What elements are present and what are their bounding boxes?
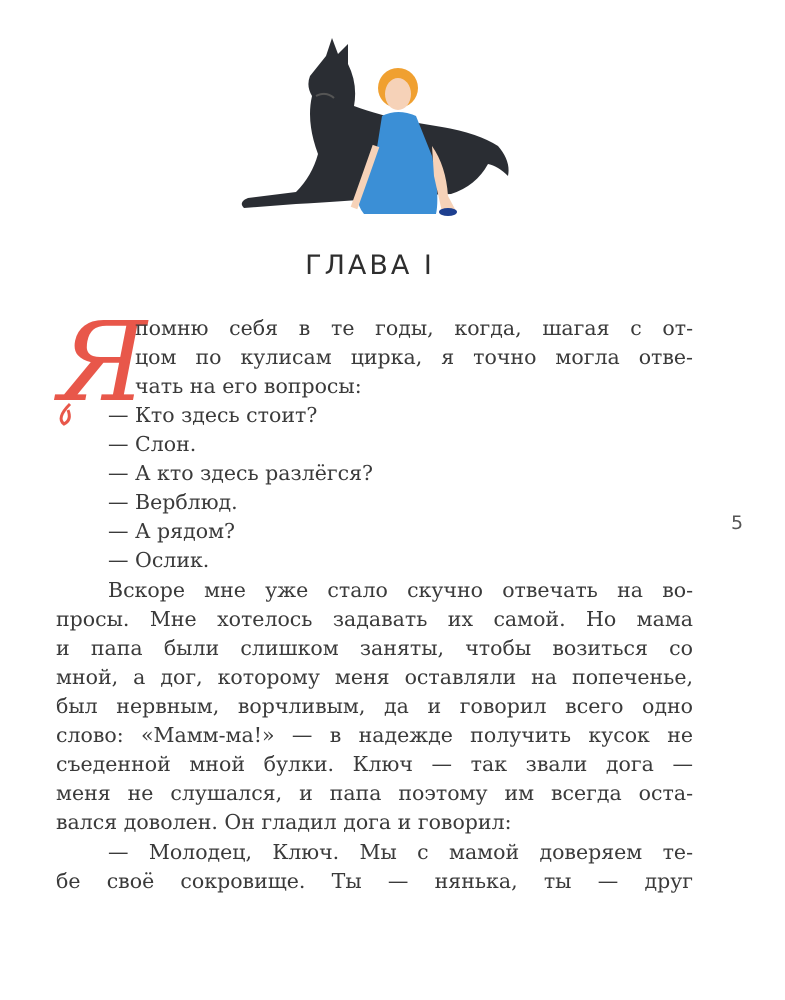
chapter-title: ГЛАВА I bbox=[305, 250, 435, 281]
dialogue-line: — А рядом? bbox=[108, 519, 236, 543]
text-line: меня не слушался, и папа поэтому им всегда оста- bbox=[56, 781, 693, 805]
text-line: чать на его вопросы: bbox=[135, 374, 362, 398]
text-line: вался доволен. Он гладил дога и говорил: bbox=[56, 810, 512, 834]
drop-cap-letter: Я bbox=[58, 298, 147, 426]
dialogue-line: — А кто здесь разлёгся? bbox=[108, 461, 373, 485]
dialogue-line: — Кто здесь стоит? bbox=[108, 403, 318, 427]
dialogue-line: — Ослик. bbox=[108, 548, 210, 572]
dialogue-line: — Молодец, Ключ. Мы с мамой доверяем те- bbox=[108, 840, 693, 864]
text-line: был нервным, ворчливым, да и говорил всего одно bbox=[56, 694, 693, 718]
text-line: слово: «Мамм-ма!» — в надежде получить кусок не bbox=[56, 723, 693, 747]
illustration-dog-and-girl bbox=[236, 36, 516, 218]
dialogue-line: — Верблюд. bbox=[108, 490, 238, 514]
dialogue-line: — Слон. bbox=[108, 432, 197, 456]
text-line: съеденной мной булки. Ключ — так звали дога — bbox=[56, 752, 693, 776]
text-line: помню себя в те годы, когда, шагая с от- bbox=[135, 316, 693, 340]
text-line: мной, а дог, которому меня оставляли на попеченье, bbox=[56, 665, 693, 689]
text-line: бе своё сокровище. Ты — нянька, ты — друг bbox=[56, 869, 693, 893]
text-line: Вскоре мне уже стало скучно отвечать на во- bbox=[108, 578, 693, 602]
text-line: цом по кулисам цирка, я точно могла отве- bbox=[135, 345, 693, 369]
text-line: просы. Мне хотелось задавать их самой. Но мама bbox=[56, 607, 693, 631]
page-number: 5 bbox=[731, 512, 744, 534]
text-line: и папа были слишком заняты, чтобы возиться со bbox=[56, 636, 693, 660]
